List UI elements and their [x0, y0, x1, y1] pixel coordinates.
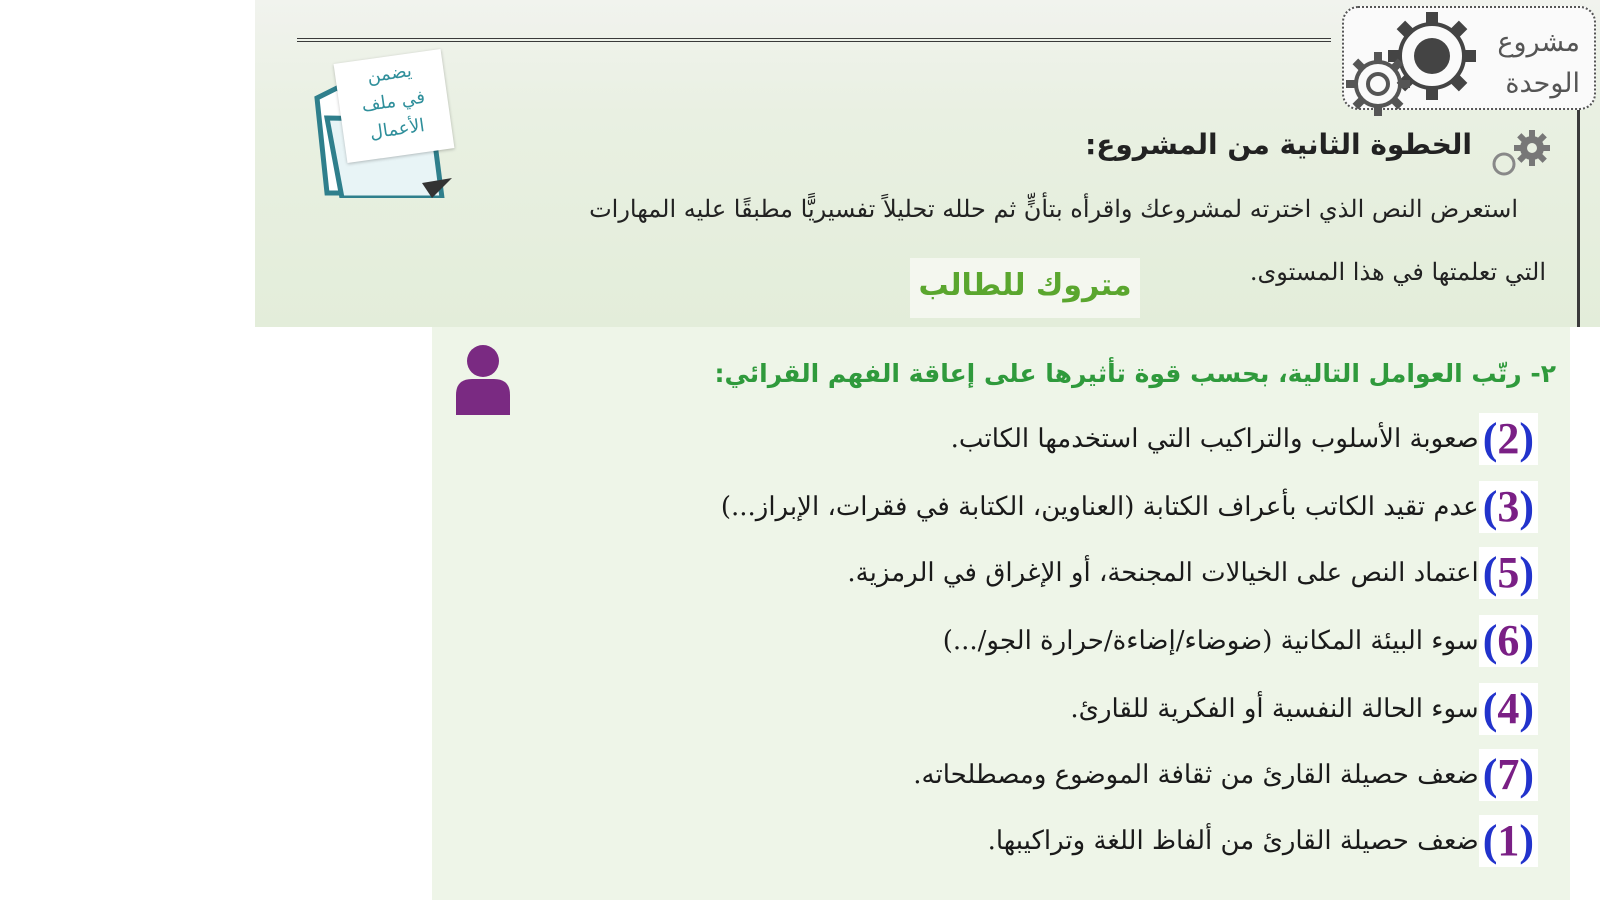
- gear-small-icon: [1342, 48, 1414, 120]
- portfolio-note: [334, 49, 455, 163]
- list-item: [913, 747, 1556, 803]
- portfolio-note-line1: يضمن: [365, 60, 414, 88]
- portfolio-note-line3: الأعمال: [368, 115, 426, 144]
- item-text: سوء البيئة المكانية (ضوضاء/إضاءة/حرارة الجو/...): [942, 626, 1479, 656]
- item-text: عدم تقيد الكاتب بأعراف الكتابة (العناوين، الكتابة في فقرات، الإبراز...): [720, 492, 1479, 522]
- list-item: [1070, 681, 1556, 737]
- student-answer: متروك للطالب: [910, 258, 1140, 318]
- item-rank-value: 6: [1497, 616, 1520, 665]
- gears-bullet-icon: [1486, 126, 1556, 182]
- step-instruction-line1: استعرض النص الذي اخترته لمشروعك واقرأه بتأنٍّ ثم حلله تحليلاً تفسيريًّا مطبقًا عليه المهارات: [589, 195, 1518, 223]
- item-rank: (4): [1479, 683, 1538, 735]
- item-rank-value: 3: [1497, 482, 1520, 531]
- project-step-panel: [255, 0, 1600, 327]
- item-text: ضعف حصيلة القارئ من ثقافة الموضوع ومصطلحاته.: [913, 760, 1479, 790]
- item-rank: (5): [1479, 547, 1538, 599]
- item-rank: (6): [1479, 615, 1538, 667]
- person-icon: [454, 343, 512, 415]
- list-item: [988, 813, 1556, 869]
- item-rank-value: 4: [1497, 684, 1520, 733]
- step-title: الخطوة الثانية من المشروع:: [1085, 128, 1472, 161]
- badge-text: [1460, 22, 1580, 104]
- header-rule: [297, 38, 1331, 42]
- item-rank-value: 5: [1497, 548, 1520, 597]
- portfolio-note-line2: في ملف: [360, 86, 427, 117]
- item-text: سوء الحالة النفسية أو الفكرية للقارئ.: [1070, 694, 1479, 724]
- list-item: [951, 411, 1556, 467]
- side-rule: [1577, 98, 1580, 327]
- item-text: ضعف حصيلة القارئ من ألفاظ اللغة وتراكيبها.: [987, 826, 1479, 856]
- step-instruction-line2: التي تعلمتها في هذا المستوى.: [1249, 258, 1546, 286]
- item-rank: (1): [1479, 815, 1538, 867]
- list-item: [847, 545, 1556, 601]
- list-item: [943, 613, 1556, 669]
- item-rank: (2): [1479, 413, 1538, 465]
- unit-project-badge: [1342, 6, 1596, 110]
- list-item: [721, 479, 1556, 535]
- badge-line1: مشروع: [1497, 27, 1580, 58]
- item-rank-value: 7: [1497, 750, 1520, 799]
- item-text: اعتماد النص على الخيالات المجنحة، أو الإغراق في الرمزية.: [847, 558, 1479, 588]
- item-rank: (7): [1479, 749, 1538, 801]
- badge-line2: الوحدة: [1505, 68, 1580, 99]
- question-panel: [432, 327, 1570, 900]
- item-rank: (3): [1479, 481, 1538, 533]
- item-rank-value: 2: [1497, 414, 1520, 463]
- question-title: ٢- رتّب العوامل التالية، بحسب قوة تأثيرها على إعاقة الفهم القرائي:: [714, 359, 1556, 388]
- item-rank-value: 1: [1497, 816, 1520, 865]
- item-text: صعوبة الأسلوب والتراكيب التي استخدمها الكاتب.: [950, 424, 1479, 454]
